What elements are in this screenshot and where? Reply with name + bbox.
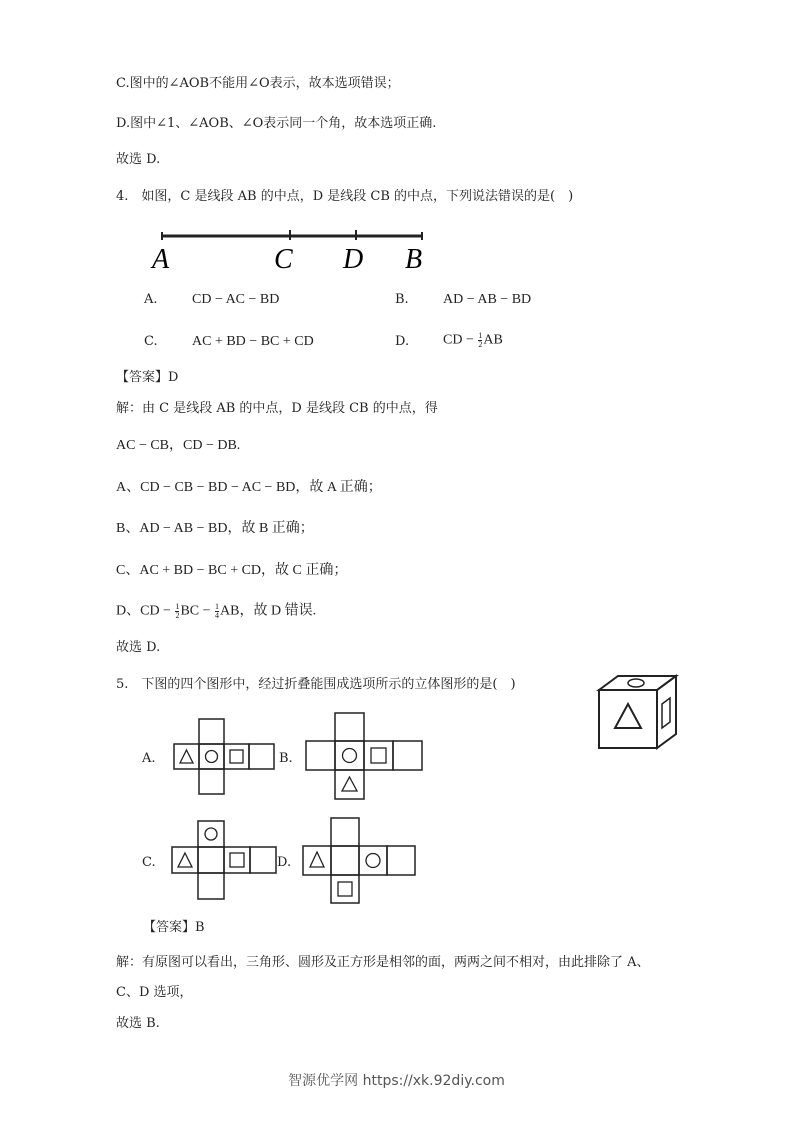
prev-option-d-text: D.图中∠1、∠AOB、∠O表示同一个角，故本选项正确.: [116, 116, 437, 131]
q5-option-c-label: C.: [142, 855, 156, 870]
q5-net-c: [171, 820, 277, 902]
q4-option-a-letter: A.: [144, 292, 158, 307]
triangle-icon: [342, 777, 357, 791]
circle-icon: [206, 751, 218, 763]
q5-cube-figure: [596, 674, 686, 754]
q5-solution-line-1: 解：有原图可以看出，三角形、圆形及正方形是相邻的面，两两之间不相对，由此排除了 A、: [116, 955, 650, 970]
circle-icon: [343, 749, 357, 763]
q5-net-d: [302, 817, 416, 905]
cube-front-face: [599, 690, 657, 748]
q4-option-c-letter: C.: [144, 334, 158, 349]
point-label-a: A: [152, 244, 170, 275]
prev-option-c-text: C.图中的∠AOB不能用∠O表示，故本选项错误；: [116, 76, 400, 91]
triangle-icon: [178, 853, 192, 867]
point-label-d: D: [343, 244, 364, 275]
q4-stem: 4. 如图，C 是线段 AB 的中点，D 是线段 CB 的中点，下列说法错误的是( ): [116, 189, 574, 204]
q4-option-d: CD − $\frac{1}{2}$ AB: [443, 331, 503, 349]
q4-option-b-letter: B.: [395, 292, 409, 307]
square-icon: [230, 750, 243, 763]
q5-option-a-label: A.: [142, 751, 156, 766]
q4-solution-d: D、CD − $\frac{1}{2}$ BC − $\frac{1}{4}$ AB，故 D 错误.: [116, 602, 317, 620]
q5-net-a: [173, 718, 277, 796]
q4-option-a: CD − AC − BD: [192, 292, 280, 307]
q4-option-b: AD − AB − BD: [443, 292, 532, 307]
q4-solution-intro: 解：由 C 是线段 AB 的中点，D 是线段 CB 的中点，得: [116, 401, 438, 416]
cube-side-face: [657, 676, 676, 748]
circle-icon: [628, 679, 644, 687]
circle-icon: [205, 828, 217, 840]
q5-net-b: [305, 712, 425, 802]
q5-choice: 故选 B.: [116, 1016, 160, 1031]
q5-option-d-label: D.: [277, 855, 292, 870]
q4-solution-a: A、CD − CB − BD − AC − BD，故 A 正确；: [116, 480, 382, 495]
square-icon: [338, 882, 352, 896]
q4-solution-c: C、AC + BD − BC + CD，故 C 正确；: [116, 563, 348, 578]
q5-answer: 【答案】B: [143, 920, 205, 935]
point-label-b: B: [405, 244, 423, 275]
q4-answer: 【答案】D: [116, 370, 179, 385]
triangle-icon: [310, 852, 324, 867]
q5-option-b-label: B.: [279, 751, 293, 766]
triangle-icon: [180, 750, 193, 763]
q4-segment-figure: [140, 222, 440, 275]
cube-top-face: [599, 676, 676, 690]
page-footer: 智源优学网 https://xk.92diy.com: [288, 1073, 505, 1089]
triangle-icon: [615, 704, 641, 728]
point-label-c: C: [274, 244, 293, 275]
q5-stem: 5. 下图的四个图形中，经过折叠能围成选项所示的立体图形的是( ): [116, 677, 516, 692]
square-icon: [662, 698, 670, 728]
q4-choice: 故选 D.: [116, 640, 161, 655]
square-icon: [371, 748, 386, 763]
q4-solution-line-1: AC − CB，CD − DB.: [116, 438, 241, 453]
circle-icon: [366, 854, 380, 868]
prev-choice: 故选 D.: [116, 152, 161, 167]
q5-solution-line-2: C、D 选项，: [116, 985, 193, 1000]
q4-option-c: AC + BD − BC + CD: [192, 334, 314, 349]
q4-solution-b: B、AD − AB − BD，故 B 正确；: [116, 521, 314, 536]
q4-option-d-letter: D.: [395, 334, 410, 349]
square-icon: [230, 853, 244, 867]
